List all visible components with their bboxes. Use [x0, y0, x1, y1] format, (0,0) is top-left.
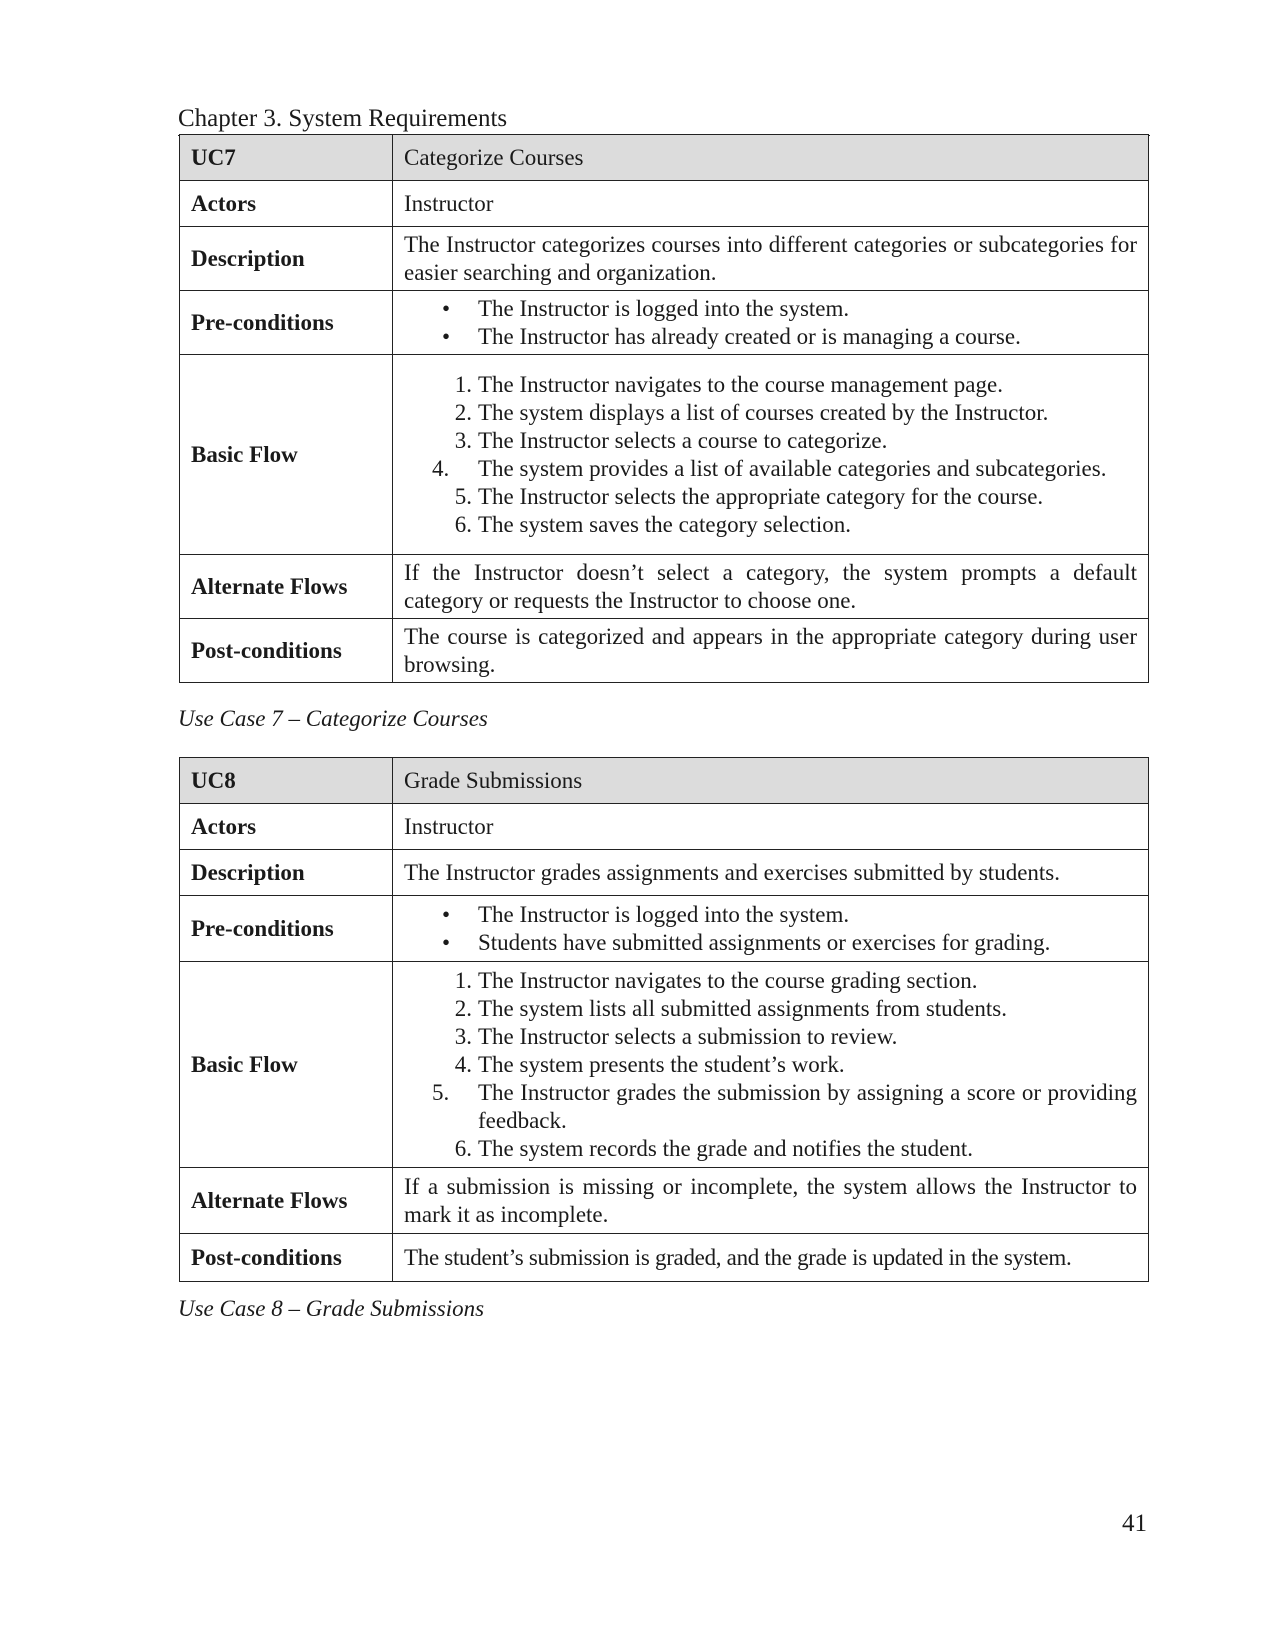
uc8-title: Grade Submissions [393, 758, 1149, 804]
bullet-icon: • [442, 929, 451, 955]
uc8-actors-label: Actors [180, 804, 393, 850]
uc8-preconditions-row [180, 896, 1149, 962]
uc8-caption: Use Case 8 – Grade Submissions [178, 1296, 485, 1321]
uc8-postconditions-row [180, 1234, 1149, 1282]
uc7-actors-row [180, 181, 1149, 227]
uc7-preconditions-label: Pre-conditions [180, 291, 393, 355]
uc8-id: UC8 [180, 758, 393, 804]
uc7-preconditions-cell [393, 291, 1149, 355]
list-item: • The Instructor is logged into the system. [442, 295, 850, 321]
uc8-preconditions-cell [393, 896, 1149, 962]
uc8-actors: Instructor [393, 804, 1149, 850]
uc8-alternate-row [180, 1168, 1149, 1234]
uc7-actors-label: Actors [180, 181, 393, 227]
uc8-alternate-label: Alternate Flows [180, 1168, 393, 1234]
use-case-8-table [179, 757, 1149, 1282]
use-case-7-table [179, 134, 1149, 683]
uc8-postconditions-label: Post-conditions [180, 1234, 393, 1282]
uc7-alternate: If the Instructor doesn’t select a category, the system prompts a default category or requests the Instructor to choose one. [393, 555, 1149, 619]
uc7-postconditions: The course is categorized and appears in the appropriate category during user browsing. [393, 619, 1149, 683]
uc7-preconditions-list [404, 295, 1137, 351]
uc8-preconditions-list [404, 901, 1137, 957]
uc7-description: The Instructor categorizes courses into different categories or subcategories for easier searching and organization. [393, 227, 1149, 291]
uc8-basic-flow-list [404, 967, 1137, 1163]
uc7-description-row [180, 227, 1149, 291]
uc7-basic-flow-list [404, 371, 1137, 539]
page-header: Chapter 3. System Requirements [178, 105, 508, 132]
list-item: 3. The Instructor selects a course to categorize. [454, 427, 888, 453]
uc8-basic-flow-row [180, 962, 1149, 1168]
uc8-basic-flow-cell [393, 962, 1149, 1168]
list-item: • The Instructor is logged into the system. [442, 901, 850, 927]
uc7-description-label: Description [180, 227, 393, 291]
list-item: 4. The system provides a list of available categories and subcategories. [432, 455, 1107, 481]
uc7-caption: Use Case 7 – Categorize Courses [178, 706, 488, 731]
uc8-description-label: Description [180, 850, 393, 896]
list-item: 2. The system displays a list of courses created by the Instructor. [454, 399, 1049, 425]
page-number: 41 [1122, 1510, 1147, 1537]
uc7-header-row [180, 135, 1149, 181]
list-item: 6. The system records the grade and notifies the student. [454, 1135, 973, 1161]
list-item: 5. The Instructor selects the appropriate category for the course. [454, 483, 1044, 509]
uc7-id: UC7 [180, 135, 393, 181]
uc7-basic-flow-label: Basic Flow [180, 355, 393, 555]
uc8-preconditions-label: Pre-conditions [180, 896, 393, 962]
list-item: 1. The Instructor navigates to the course management page. [454, 371, 1003, 397]
list-item: 6. The system saves the category selection. [454, 511, 851, 537]
uc7-alternate-label: Alternate Flows [180, 555, 393, 619]
uc7-actors: Instructor [393, 181, 1149, 227]
list-item: 1. The Instructor navigates to the course grading section. [454, 967, 978, 993]
uc7-basic-flow-row [180, 355, 1149, 555]
uc7-postconditions-row [180, 619, 1149, 683]
uc7-preconditions-row [180, 291, 1149, 355]
bullet-icon: • [442, 901, 451, 927]
uc7-alternate-row [180, 555, 1149, 619]
bullet-icon: • [442, 295, 451, 321]
bullet-icon: • [442, 323, 451, 349]
uc8-description: The Instructor grades assignments and exercises submitted by students. [393, 850, 1149, 896]
uc7-title: Categorize Courses [393, 135, 1149, 181]
list-item: 3. The Instructor selects a submission to review. [454, 1023, 898, 1049]
uc8-basic-flow-label: Basic Flow [180, 962, 393, 1168]
uc8-description-row [180, 850, 1149, 896]
uc8-header-row [180, 758, 1149, 804]
list-item: 4. The system presents the student’s work. [454, 1051, 845, 1077]
list-item: • Students have submitted assignments or exercises for grading. [442, 929, 1051, 955]
uc8-postconditions: The student’s submission is graded, and the grade is updated in the system. [393, 1234, 1149, 1282]
list-item: • The Instructor has already created or is managing a course. [442, 323, 1021, 349]
uc7-postconditions-label: Post-conditions [180, 619, 393, 683]
uc7-basic-flow-cell [393, 355, 1149, 555]
list-item: 5. The Instructor grades the submission by assigning a score or providing feedback. [432, 1079, 1137, 1133]
uc8-alternate: If a submission is missing or incomplete, the system allows the Instructor to mark it as incomplete. [393, 1168, 1149, 1234]
uc8-actors-row [180, 804, 1149, 850]
list-item: 2. The system lists all submitted assignments from students. [454, 995, 1007, 1021]
